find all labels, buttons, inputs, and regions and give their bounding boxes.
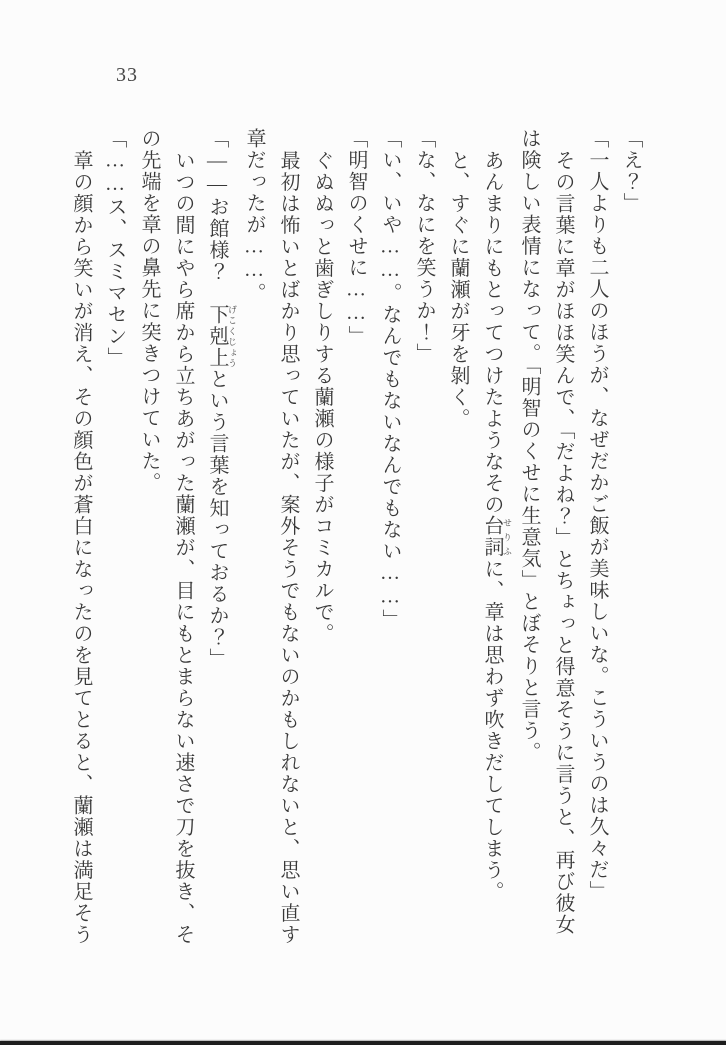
text-line: 「――お館様？ 下剋上 げこくじょうという言葉を知っておるか？」 xyxy=(206,128,237,670)
furigana-ruby: 台詞 せりふ xyxy=(481,515,512,558)
text-line: その言葉に章がほほ笑んで、「だよね？」とちょっと得意そうに言うと、再び彼女 xyxy=(552,149,574,935)
text-line: 「な、なにを笑うか！」 xyxy=(413,128,435,365)
text-line: あんまりにもとってつけたようなその台詞 せりふに、章は思わず吹きだしてしまう。 xyxy=(481,149,512,902)
furigana-ruby: 下剋上 げこくじょう xyxy=(206,304,237,369)
page-number: 33 xyxy=(116,64,138,86)
text-line: 「一人よりも二人のほうが、なぜだかご飯が美味しいな。こういうのは久々だ」 xyxy=(586,128,608,902)
text-line: 章の顔から笑いが消え、その顔色が蒼白になったのを見てとると、蘭瀬は満足そう xyxy=(70,149,92,945)
text-line: の先端を章の鼻先に突きつけていた。 xyxy=(138,128,160,494)
text-line: 最初は怖いとばかり思っていたが、案外そうでもないのかもしれないと、思い直す xyxy=(277,149,299,945)
text-line: ぐぬぬっと歯ぎしりする蘭瀬の様子がコミカルで。 xyxy=(311,149,333,644)
text-line: 「……ス、スミマセン」 xyxy=(104,128,126,369)
text-line: 「え？」 xyxy=(620,128,642,214)
text-line: 「明智のくせに……」 xyxy=(345,128,367,347)
page-bottom-scan-edge xyxy=(0,1041,726,1045)
vertical-text-block xyxy=(64,128,648,956)
text-line: 「い、いや……。なんでもないなんでもない……」 xyxy=(379,128,401,631)
text-line: 章だったが……。 xyxy=(243,128,265,304)
text-line: と、すぐに蘭瀬が牙を剝く。 xyxy=(447,149,469,429)
text-line: いつの間にやら席から立ちあがった蘭瀬が、目にもとまらない速さで刀を抜き、そ xyxy=(172,149,194,945)
text-line: は険しい表情になって。「明智のくせに生意気」とぼそりと言う。 xyxy=(518,128,540,763)
